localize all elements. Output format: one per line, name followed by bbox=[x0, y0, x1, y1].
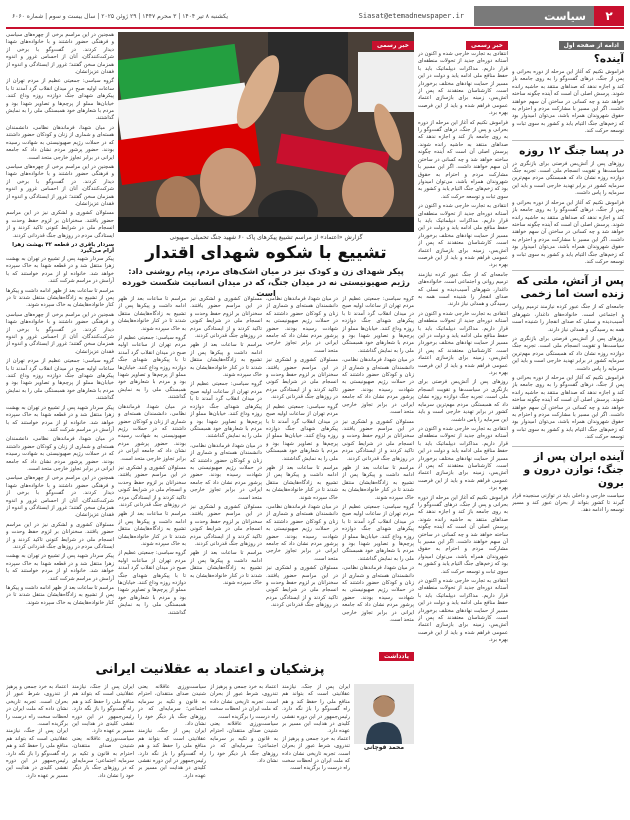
main-subheadline: پیکر شهدای زن و کودک نیز در میان اشک‌های مردم، پیام روشنی داد: رژیم صهیونیستی نه در میدان جنگ، که در میدان انسانیت شکست خورده است bbox=[122, 266, 410, 298]
main-article-col-4 bbox=[118, 296, 186, 649]
article-text: ایران پس از جنگ، نیازمند عقلانیتی است که بتواند هم منافع ملی را حفظ کند و هم راه گفت‌وگو را باز نگه دارد. رئیس‌جمهور در این دوره نقشی کلیدی در هدایت این مسیر بر عهده دارد. bbox=[72, 684, 134, 735]
main-headline: تشییع با شکوه شهدای اقتدار bbox=[145, 243, 387, 263]
column-2 bbox=[418, 32, 508, 812]
article-text: همچنین در این مراسم برخی از چهره‌های سیاسی و فرهنگی حضور داشتند و با خانواده‌های شهدا دیدار کردند. در گفت‌وگو با برخی از شرکت‌کنندگان، آنان از احساس غرور و اندوه همزمان سخن گفتند؛ غرور از ایستادگی و اندوه از فقدان عزیزانشان. bbox=[6, 32, 114, 76]
column-2-body-cont2: انتقادی به تجارت خارجی شده و اکنون در آستانه دوره‌ای جدید از تحولات منطقه‌ای قرار داریم. مذاکرات دیپلماتیک باید با حفظ منافع ملی ادامه یابد و دولت در این مسیر از حمایت نهادهای مختلف برخوردار است. کارشناسان معتقدند که پس از آتش‌بس، زمینه برای بازسازی اعتماد عمومی فراهم شده و باید از این فرصت بهره برد. bbox=[418, 203, 508, 269]
article-text: مسئولان کشوری و لشکری نیز در این مراسم حضور یافتند. سخنرانان بر لزوم حفظ وحدت و انسجام ملی در شرایط کنونی تاکید کردند و از ایستادگی مردم در روزهای جنگ قدردانی کردند. bbox=[190, 296, 262, 340]
opinion-col-5 bbox=[6, 684, 68, 812]
author-name: محمد قوچانی bbox=[363, 744, 405, 751]
page-header bbox=[6, 6, 624, 26]
article-text: مراسم تا ساعات بعد از ظهر ادامه داشت و پیکرها پس از تشییع به زادگاه‌هایشان منتقل شدند تا در کنار خانواده‌هایشان به خاک سپرده شوند. bbox=[342, 464, 414, 501]
section-email: Siasat@etemadnewspaper.ir bbox=[358, 12, 464, 20]
column-2-body-cont5: روزهای پس از آتش‌بس فرصتی برای بازنگری در سیاست‌ها و تقویت انسجام ملی است. تجربه جنگ دوازده روزه نشان داد که همبستگی مردم مهم‌ترین سرمایه کشور در برابر تهدید خارجی است و باید این سرمایه را پاس داشت. bbox=[418, 379, 508, 423]
article-text: اعتماد به خرد جمعی و پرهیز از تندروی، شرط عبور از بحران است. تجربه تاریخی نشان داده که ملت ایران در لحظات سخت راه درست را برگزیده است. bbox=[282, 735, 350, 772]
left-column bbox=[6, 32, 114, 647]
article-text: گروه سیاسی: جمعیتی عظیم از مردم تهران از ساعات اولیه صبح در میدان انقلاب گرد آمدند تا با پیکرهای شهدای جنگ دوازده روزه وداع کنند. خیابان‌ها مملو از پرچم‌ها و تصاویر شهدا بود و مردم با شعارهای خود همبستگی ملی را به نمایش گذاشتند. bbox=[342, 503, 414, 562]
article-text: سیاست‌ورزی عاقلانه یعنی شنیدن صدای منتقدان، احترام به قانون و تکیه بر سرمایه اجتماعی؛ سرمایه‌ای که در روزهای جنگ بار دیگر خود را نشان داد. bbox=[72, 735, 134, 779]
article-text: گروه سیاسی: جمعیتی عظیم از مردم تهران از ساعات اولیه صبح در میدان انقلاب گرد آمدند تا با پیکرهای شهدای جنگ دوازده روزه وداع کنند. خیابان‌ها مملو از پرچم‌ها و تصاویر شهدا بود و مردم با شعارهای خود همبستگی ملی را به نمایش گذاشتند. bbox=[118, 550, 186, 616]
article-text: در میان شهدا، فرماندهان نظامی، دانشمندان هسته‌ای و شماری از زنان و کودکان حضور داشتند که در حملات رژیم صهیونیستی به شهادت رسیده بودند. حضور پرشور مردم نشان داد که جامعه ایرانی در برابر تجاوز خارجی متحد است. bbox=[266, 296, 338, 354]
headline-kicker: گزارش «اعتماد» از مراسم تشییع پیکرهای پاک ۶۰ شهید جنگ تحمیلی صهیونی bbox=[169, 234, 363, 241]
article-body-postwar: روزهای پس از آتش‌بس فرصتی برای بازنگری در سیاست‌ها و تقویت انسجام ملی است. تجربه جنگ دوازده روزه نشان داد که همبستگی مردم مهم‌ترین سرمایه کشور در برابر تهدید خارجی است و باید این سرمایه را پاس داشت. bbox=[512, 160, 624, 197]
article-text: مراسم تا ساعات بعد از ظهر ادامه داشت و پیکرها پس از تشییع به زادگاه‌هایشان منتقل شدند تا در کنار خانواده‌هایشان به خاک سپرده شوند. bbox=[118, 511, 186, 547]
article-text: اعتماد به خرد جمعی و پرهیز از تندروی، شرط عبور از بحران است. تجربه تاریخی نشان داده که ملت ایران در لحظات سخت راه درست را برگزیده است. bbox=[6, 684, 68, 728]
main-article-col-3 bbox=[190, 296, 262, 649]
article-text: ایران پس از جنگ، نیازمند عقلانیتی است که بتواند هم منافع ملی را حفظ کند و هم راه گفت‌وگو را باز نگه دارد. رئیس‌جمهور در این دوره نقشی کلیدی در هدایت این مسیر بر عهده دارد. bbox=[6, 728, 68, 779]
continued-tag: ادامه از صفحه اول bbox=[559, 41, 624, 50]
author-photo bbox=[354, 684, 414, 744]
main-article-col-1 bbox=[342, 296, 414, 649]
article-body-wounded-cont: روزهای پس از آتش‌بس فرصتی برای بازنگری در سیاست‌ها و تقویت انسجام ملی است. تجربه جنگ دوازده روزه نشان داد که همبستگی مردم مهم‌ترین سرمایه کشور در برابر تهدید خارجی است و باید این سرمایه را پاس داشت. bbox=[512, 335, 624, 372]
column-2-body-cont4: انتقادی به تجارت خارجی شده و اکنون در آستانه دوره‌ای جدید از تحولات منطقه‌ای قرار داریم. مذاکرات دیپلماتیک باید با حفظ منافع ملی ادامه یابد و دولت در این مسیر از حمایت نهادهای مختلف برخوردار است. کارشناسان معتقدند که پس از آتش‌بس، زمینه برای بازسازی اعتماد عمومی فراهم شده و باید از این فرصت بهره برد. bbox=[418, 310, 508, 377]
issue-dateline: یکشنبه ۸ تیر ۱۴۰۴ | ۳ محرم ۱۴۴۷ | ۲۹ ژوئن ۲۰۲۵ | سال بیست و سوم | شماره ۶۰۶۰ bbox=[12, 12, 229, 20]
column-2-body-cont3: جامعه‌ای که از جنگ عبور کرده نیازمند ترمیم روانی و اجتماعی است. خانواده‌های داغدار، شهرهای آسیب‌دیده و نسلی که صدای انفجار را شنیده است همه به رسیدگی و همدلی نیاز دارند. bbox=[418, 271, 508, 308]
article-text: مراسم تا ساعات بعد از ظهر ادامه داشت و پیکرها پس از تشییع به زادگاه‌هایشان منتقل شدند تا در کنار خانواده‌هایشان به خاک سپرده شوند. bbox=[190, 342, 262, 379]
article-text: در میان شهدا، فرماندهان نظامی، دانشمندان هسته‌ای و شماری از زنان و کودکان حضور داشتند که در حملات رژیم صهیونیستی به شهادت رسیده بودند. حضور پرشور مردم نشان داد که جامعه ایرانی در برابر تجاوز خارجی متحد است. bbox=[266, 503, 338, 562]
right-column bbox=[512, 32, 624, 812]
article-text: همچنین در این مراسم برخی از چهره‌های سیاسی و فرهنگی حضور داشتند و با خانواده‌های شهدا دیدار کردند. در گفت‌وگو با برخی از شرکت‌کنندگان، آنان از احساس غرور و اندوه همزمان سخن گفتند؛ غرور از ایستادگی و اندوه از فقدان عزیزانشان. bbox=[6, 163, 114, 207]
divider bbox=[512, 446, 624, 447]
article-title-future: آینده؟ bbox=[593, 53, 624, 65]
column-2-body-cont7: فراموش نکنیم که آغاز این مرحله از دوره بحرانی و پس از جنگ، درهای گفت‌وگو را به روی جامعه باز کند و اجازه ندهد که صداهای منتقد به حاشیه رانده شوند. پرسش اصلی آن است که آینده چگونه ساخته خواهد شد و چه کسانی در ساختن آن سهم خواهند داشت. اگر این مسیر با مشارکت مردم و احترام به حقوق شهروندان همراه باشد، می‌توان امیدوار بود که زخم‌های جنگ التیام یابد و کشور به سوی ثبات و توسعه حرکت کند. bbox=[418, 494, 508, 575]
article-text: مسئولان کشوری و لشکری نیز در این مراسم حضور یافتند. سخنرانان بر لزوم حفظ وحدت و انسجام ملی در شرایط کنونی تاکید کردند و از ایستادگی مردم در روزهای جنگ قدردانی کردند. bbox=[266, 565, 338, 609]
opinion-col-3 bbox=[138, 684, 206, 812]
article-title-postwar: در پسا جنگ ۱۲ روزه bbox=[519, 144, 624, 157]
column-2-body: انتقادی به تجارت خارجی شده و اکنون در آستانه دوره‌ای جدید از تحولات منطقه‌ای قرار داریم. مذاکرات دیپلماتیک باید با حفظ منافع ملی ادامه یابد و دولت در این مسیر از حمایت نهادهای مختلف برخوردار است. کارشناسان معتقدند که پس از آتش‌بس، زمینه برای بازسازی اعتماد عمومی فراهم شده و باید از این فرصت بهره برد. bbox=[418, 51, 508, 117]
article-title-wounded: پس از آتش، ملتی که زنده است اما زخمی bbox=[516, 275, 624, 301]
article-text: گروه سیاسی: جمعیتی عظیم از مردم تهران از ساعات اولیه صبح در میدان انقلاب گرد آمدند تا با پیکرهای شهدای جنگ دوازده روزه وداع کنند. خیابان‌ها مملو از پرچم‌ها و تصاویر شهدا بود و مردم با شعارهای خود همبستگی ملی را به نمایش گذاشتند. bbox=[6, 78, 114, 122]
official-news-tag: خبر رسمی bbox=[466, 41, 508, 50]
article-text: مراسم تا ساعات بعد از ظهر ادامه داشت و پیکرها پس از تشییع به زادگاه‌هایشان منتقل شدند تا در کنار خانواده‌هایشان به خاک سپرده شوند. bbox=[6, 585, 114, 606]
article-text: در میان شهدا، فرماندهان نظامی، دانشمندان هسته‌ای و شماری از زنان و کودکان حضور داشتند که در حملات رژیم صهیونیستی به شهادت رسیده بودند. حضور پرشور مردم نشان داد که جامعه ایرانی در برابر تجاوز خارجی متحد است. bbox=[190, 442, 262, 501]
opinion-headline: پزشکیان و اعتماد به عقلانیت ایرانی bbox=[95, 662, 325, 677]
article-text: در میان شهدا، فرماندهان نظامی، دانشمندان هسته‌ای و شماری از زنان و کودکان حضور داشتند که در حملات رژیم صهیونیستی به شهادت رسیده بودند. حضور پرشور مردم نشان داد که جامعه ایرانی در برابر تجاوز خارجی متحد است. bbox=[6, 436, 114, 472]
sub-title-burial: سردار باقری در قطعه ۴۲ بهشت زهرا آرام می‌گیرد bbox=[12, 241, 114, 254]
article-text: اعتماد به خرد جمعی و پرهیز از تندروی، شرط عبور از بحران است. تجربه تاریخی نشان داده که ملت ایران در لحظات سخت راه درست را برگزیده است. bbox=[210, 684, 278, 720]
article-body-wounded: جامعه‌ای که از جنگ عبور کرده نیازمند ترمیم روانی و اجتماعی است. خانواده‌های داغدار، شهرهای آسیب‌دیده و نسلی که صدای انفجار را شنیده است همه به رسیدگی و همدلی نیاز دارند. bbox=[512, 304, 624, 333]
article-text: سیاست‌ورزی عاقلانه یعنی شنیدن صدای منتقدان، احترام به قانون و تکیه بر سرمایه اجتماعی؛ سرمایه‌ای که در روزهای جنگ بار دیگر خود را نشان داد. bbox=[210, 721, 278, 765]
article-text: پیکر سردار شهید پس از تشییع در تهران به بهشت زهرا منتقل شد و در قطعه شهدا به خاک سپرده خواهد شد. خانواده او از مردم خواستند که با آرامش در مراسم شرکت کنند. bbox=[6, 553, 114, 582]
opinion-col-4 bbox=[72, 684, 134, 812]
main-article-col-2 bbox=[266, 296, 338, 649]
article-text: سیاست‌ورزی عاقلانه یعنی شنیدن صدای منتقدان، احترام به قانون و تکیه بر سرمایه اجتماعی؛ سرمایه‌ای که در روزهای جنگ بار دیگر خود را نشان داد. bbox=[138, 684, 206, 728]
column-2-body-cont: فراموش نکنیم که آغاز این مرحله از دوره بحرانی و پس از جنگ، درهای گفت‌وگو را به روی جامعه باز کند و اجازه ندهد که صداهای منتقد به حاشیه رانده شوند. پرسش اصلی آن است که آینده چگونه ساخته خواهد شد و چه کسانی در ساختن آن سهم خواهند داشت. اگر این مسیر با مشارکت مردم و احترام به حقوق شهروندان همراه باشد، می‌توان امیدوار بود که زخم‌های جنگ التیام یابد و کشور به سوی ثبات و توسعه حرکت کند. bbox=[418, 119, 508, 200]
article-text: پیکر سردار شهید پس از تشییع در تهران به بهشت زهرا منتقل شد و در قطعه شهدا به خاک سپرده خواهد شد. خانواده او از مردم خواستند که با آرامش در مراسم شرکت کنند. bbox=[6, 255, 114, 285]
article-text: گروه سیاسی: جمعیتی عظیم از مردم تهران از ساعات اولیه صبح در میدان انقلاب گرد آمدند تا با پیکرهای شهدای جنگ دوازده روزه وداع کنند. خیابان‌ها مملو از پرچم‌ها و تصاویر شهدا بود و مردم با شعارهای خود همبستگی ملی را به نمایش گذاشتند. bbox=[266, 403, 338, 462]
article-text: در میان شهدا، فرماندهان نظامی، دانشمندان هسته‌ای و شماری از زنان و کودکان حضور داشتند که در حملات رژیم صهیونیستی به شهادت رسیده بودند. حضور پرشور مردم نشان داد که جامعه ایرانی در برابر تجاوز خارجی متحد است. bbox=[342, 565, 414, 624]
header-rule bbox=[6, 27, 624, 29]
article-text: گروه سیاسی: جمعیتی عظیم از مردم تهران از ساعات اولیه صبح در میدان انقلاب گرد آمدند تا با پیکرهای شهدای جنگ دوازده روزه وداع کنند. خیابان‌ها مملو از پرچم‌ها و تصاویر شهدا بود و مردم با شعارهای خود همبستگی ملی را به نمایش گذاشتند. bbox=[342, 296, 414, 354]
page-number: ۲ bbox=[594, 6, 624, 26]
article-text: مسئولان کشوری و لشکری نیز در این مراسم حضور یافتند. سخنرانان بر لزوم حفظ وحدت و انسجام ملی در شرایط کنونی تاکید کردند و از ایستادگی مردم در روزهای جنگ قدردانی کردند. bbox=[190, 503, 262, 547]
article-text: در میان شهدا، فرماندهان نظامی، دانشمندان هسته‌ای و شماری از زنان و کودکان حضور داشتند که در حملات رژیم صهیونیستی به شهادت رسیده بودند. حضور پرشور مردم نشان داد که جامعه ایرانی در برابر تجاوز خارجی متحد است. bbox=[6, 124, 114, 161]
article-text: مراسم تا ساعات بعد از ظهر ادامه داشت و پیکرها پس از تشییع به زادگاه‌هایشان منتقل شدند تا در کنار خانواده‌هایشان به خاک سپرده شوند. bbox=[190, 550, 262, 587]
article-body-future: فراموش نکنیم که آغاز این مرحله از دوره بحرانی و پس از جنگ، درهای گفت‌وگو را به روی جامعه باز کند و اجازه ندهد که صداهای منتقد به حاشیه رانده شوند. پرسش اصلی آن است که آینده چگونه ساخته خواهد شد و چه کسانی در ساختن آن سهم خواهند داشت. اگر این مسیر با مشارکت مردم و احترام به حقوق شهروندان همراه باشد، می‌توان امیدوار بود که زخم‌های جنگ التیام یابد و کشور به سوی ثبات و توسعه حرکت کند. bbox=[512, 69, 624, 135]
article-text: پیکر سردار شهید پس از تشییع در تهران به بهشت زهرا منتقل شد و در قطعه شهدا به خاک سپرده خواهد شد. خانواده او از مردم خواستند که با آرامش در مراسم شرکت کنند. bbox=[6, 404, 114, 433]
divider bbox=[512, 140, 624, 141]
article-text: همچنین در این مراسم برخی از چهره‌های سیاسی و فرهنگی حضور داشتند و با خانواده‌های شهدا دیدار کردند. در گفت‌وگو با برخی از شرکت‌کنندگان، آنان از احساس غرور و اندوه همزمان سخن گفتند؛ غرور از ایستادگی و اندوه از فقدان عزیزانشان. bbox=[6, 475, 114, 519]
article-title-balance: آینده ایران پس از جنگ؛ توازن درون و برون bbox=[523, 450, 624, 489]
article-body-postwar-cont: فراموش نکنیم که آغاز این مرحله از دوره بحرانی و پس از جنگ، درهای گفت‌وگو را به روی جامعه باز کند و اجازه ندهد که صداهای منتقد به حاشیه رانده شوند. پرسش اصلی آن است که آینده چگونه ساخته خواهد شد و چه کسانی در ساختن آن سهم خواهند داشت. اگر این مسیر با مشارکت مردم و احترام به حقوق شهروندان همراه باشد، می‌توان امیدوار بود که زخم‌های جنگ التیام یابد و کشور به سوی ثبات و توسعه حرکت کند. bbox=[512, 199, 624, 265]
article-text: همچنین در این مراسم برخی از چهره‌های سیاسی و فرهنگی حضور داشتند و با خانواده‌های شهدا دیدار کردند. در گفت‌وگو با برخی از شرکت‌کنندگان، آنان از احساس غرور و اندوه همزمان سخن گفتند؛ غرور از ایستادگی و اندوه از فقدان عزیزانشان. bbox=[6, 311, 114, 355]
article-text: ایران پس از جنگ، نیازمند عقلانیتی است که بتواند هم منافع ملی را حفظ کند و هم راه گفت‌وگو را باز نگه دارد. رئیس‌جمهور در این دوره نقشی کلیدی در هدایت این مسیر بر عهده دارد. bbox=[138, 728, 206, 779]
article-text: مراسم تا ساعات بعد از ظهر ادامه داشت و پیکرها پس از تشییع به زادگاه‌هایشان منتقل شدند تا در کنار خانواده‌هایشان به خاک سپرده شوند. bbox=[118, 296, 186, 332]
article-text: مسئولان کشوری و لشکری نیز در این مراسم حضور یافتند. سخنرانان بر لزوم حفظ وحدت و انسجام ملی در شرایط کنونی تاکید کردند و از ایستادگی مردم در روزهای جنگ قدردانی کردند. bbox=[118, 464, 186, 508]
column-2-body-cont8: انتقادی به تجارت خارجی شده و اکنون در آستانه دوره‌ای جدید از تحولات منطقه‌ای قرار داریم. مذاکرات دیپلماتیک باید با حفظ منافع ملی ادامه یابد و دولت در این مسیر از حمایت نهادهای مختلف برخوردار است. کارشناسان معتقدند که پس از آتش‌بس، زمینه برای بازسازی اعتماد عمومی فراهم شده و باید از این فرصت بهره برد. bbox=[418, 578, 508, 644]
article-text: گروه سیاسی: جمعیتی عظیم از مردم تهران از ساعات اولیه صبح در میدان انقلاب گرد آمدند تا با پیکرهای شهدای جنگ دوازده روزه وداع کنند. خیابان‌ها مملو از پرچم‌ها و تصاویر شهدا بود و مردم با شعارهای خود همبستگی ملی را به نمایش گذاشتند. bbox=[6, 358, 114, 402]
opinion-tag-bar bbox=[118, 652, 414, 660]
article-text: مسئولان کشوری و لشکری نیز در این مراسم حضور یافتند. سخنرانان بر لزوم حفظ وحدت و انسجام ملی در شرایط کنونی تاکید کردند و از ایستادگی مردم در روزهای جنگ قدردانی کردند. bbox=[266, 357, 338, 401]
opinion-col-2 bbox=[210, 684, 278, 812]
article-text: در میان شهدا، فرماندهان نظامی، دانشمندان هسته‌ای و شماری از زنان و کودکان حضور داشتند که در حملات رژیم صهیونیستی به شهادت رسیده بودند. حضور پرشور مردم نشان داد که جامعه ایرانی در برابر تجاوز خارجی متحد است. bbox=[342, 357, 414, 416]
article-body-balance: سیاست خارجی و داخلی باید در توازنی سنجیده قرار گیرند تا کشور بتواند از بحران عبور کند و مسیر توسعه را ادامه دهد. bbox=[512, 492, 624, 514]
article-text: گروه سیاسی: جمعیتی عظیم از مردم تهران از ساعات اولیه صبح در میدان انقلاب گرد آمدند تا با پیکرهای شهدای جنگ دوازده روزه وداع کنند. خیابان‌ها مملو از پرچم‌ها و تصاویر شهدا بود و مردم با شعارهای خود همبستگی ملی را به نمایش گذاشتند. bbox=[118, 335, 186, 401]
column-2-body-cont6: انتقادی به تجارت خارجی شده و اکنون در آستانه دوره‌ای جدید از تحولات منطقه‌ای قرار داریم. مذاکرات دیپلماتیک باید با حفظ منافع ملی ادامه یابد و دولت در این مسیر از حمایت نهادهای مختلف برخوردار است. کارشناسان معتقدند که پس از آتش‌بس، زمینه برای بازسازی اعتماد عمومی فراهم شده و باید از این فرصت بهره برد. bbox=[418, 425, 508, 492]
section-title: سیاست bbox=[474, 6, 594, 26]
opinion-col-1 bbox=[282, 684, 350, 812]
crowd-illustration bbox=[118, 32, 414, 232]
main-headline-block bbox=[118, 234, 414, 299]
article-text: مسئولان کشوری و لشکری نیز در این مراسم حضور یافتند. سخنرانان بر لزوم حفظ وحدت و انسجام ملی در شرایط کنونی تاکید کردند و از ایستادگی مردم در روزهای جنگ قدردانی کردند. bbox=[6, 210, 114, 239]
article-text: مراسم تا ساعات بعد از ظهر ادامه داشت و پیکرها پس از تشییع به زادگاه‌هایشان منتقل شدند تا در کنار خانواده‌هایشان به خاک سپرده شوند. bbox=[6, 287, 114, 309]
article-text: ایران پس از جنگ، نیازمند عقلانیتی است که بتواند هم منافع ملی را حفظ کند و هم راه گفت‌وگو را باز نگه دارد. رئیس‌جمهور در این دوره نقشی کلیدی در هدایت این مسیر بر عهده دارد. bbox=[282, 684, 350, 735]
opinion-tag: یادداشت bbox=[379, 652, 414, 661]
article-text: در میان شهدا، فرماندهان نظامی، دانشمندان هسته‌ای و شماری از زنان و کودکان حضور داشتند که در حملات رژیم صهیونیستی به شهادت رسیده بودند. حضور پرشور مردم نشان داد که جامعه ایرانی در برابر تجاوز خارجی متحد است. bbox=[118, 403, 186, 462]
article-text: مسئولان کشوری و لشکری نیز در این مراسم حضور یافتند. سخنرانان بر لزوم حفظ وحدت و انسجام ملی در شرایط کنونی تاکید کردند و از ایستادگی مردم در روزهای جنگ قدردانی کردند. bbox=[342, 418, 414, 462]
article-text: مسئولان کشوری و لشکری نیز در این مراسم حضور یافتند. سخنرانان بر لزوم حفظ وحدت و انسجام ملی در شرایط کنونی تاکید کردند و از ایستادگی مردم در روزهای جنگ قدردانی کردند. bbox=[6, 521, 114, 550]
article-text: گروه سیاسی: جمعیتی عظیم از مردم تهران از ساعات اولیه صبح در میدان انقلاب گرد آمدند تا با پیکرهای شهدای جنگ دوازده روزه وداع کنند. خیابان‌ها مملو از پرچم‌ها و تصاویر شهدا بود و مردم با شعارهای خود همبستگی ملی را به نمایش گذاشتند. bbox=[190, 381, 262, 440]
article-text: مراسم تا ساعات بعد از ظهر ادامه داشت و پیکرها پس از تشییع به زادگاه‌هایشان منتقل شدند تا در کنار خانواده‌هایشان به خاک سپرده شوند. bbox=[266, 464, 338, 501]
funeral-photo bbox=[118, 32, 414, 232]
article-body-wounded-cont2: فراموش نکنیم که آغاز این مرحله از دوره بحرانی و پس از جنگ، درهای گفت‌وگو را به روی جامعه باز کند و اجازه ندهد که صداهای منتقد به حاشیه رانده شوند. پرسش اصلی آن است که آینده چگونه ساخته خواهد شد و چه کسانی در ساختن آن سهم خواهند داشت. اگر این مسیر با مشارکت مردم و احترام به حقوق شهروندان همراه باشد، می‌توان امیدوار بود که زخم‌های جنگ التیام یابد و کشور به سوی ثبات و توسعه حرکت کند. bbox=[512, 375, 624, 441]
photo-tag: خبر رسمی bbox=[372, 41, 414, 50]
divider bbox=[512, 270, 624, 271]
